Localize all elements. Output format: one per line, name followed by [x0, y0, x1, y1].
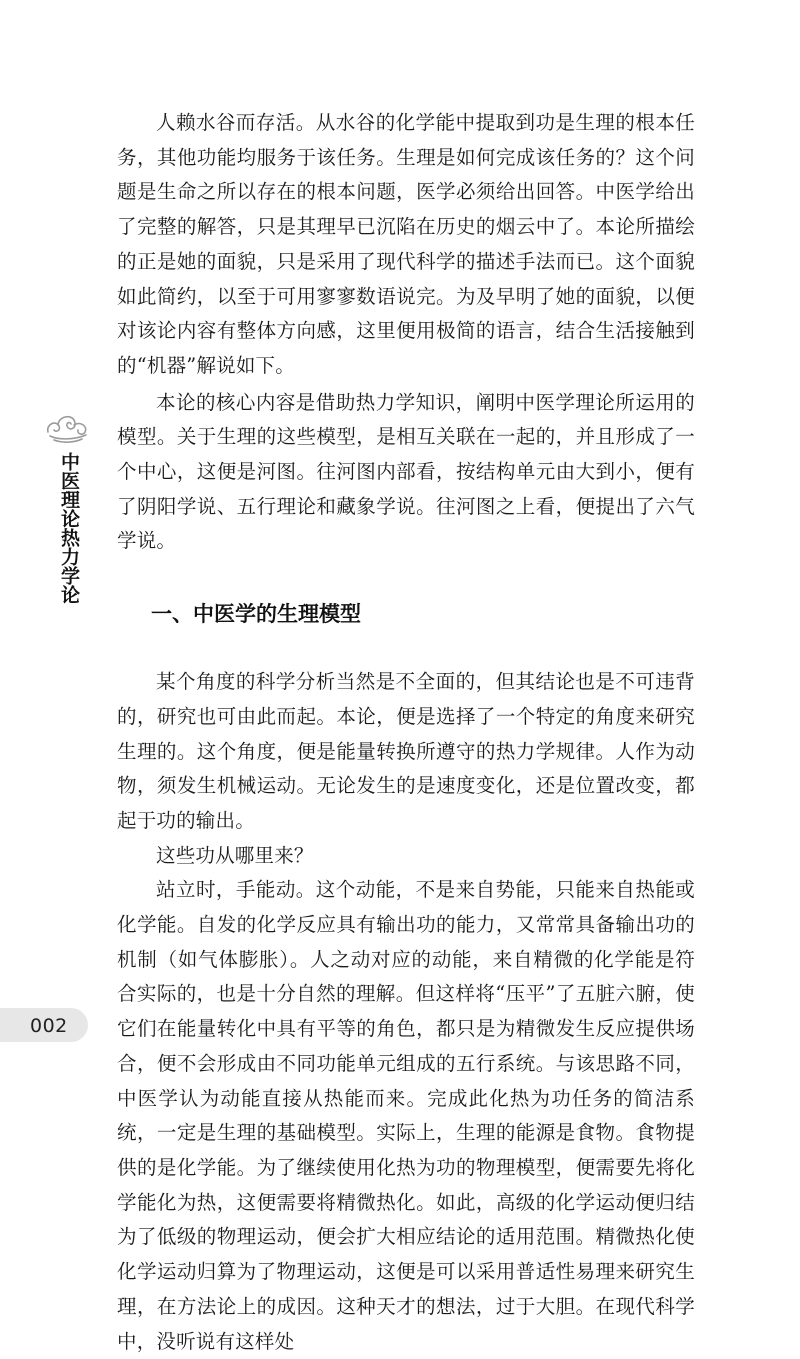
section-heading: 一、中医学的生理模型 — [151, 602, 361, 627]
body-paragraph-4: 这些功从哪里来？ — [156, 843, 314, 867]
cloud-scroll-ornament-icon — [44, 410, 90, 444]
running-title: 中医理论热力学论 — [58, 452, 80, 604]
main-text — [117, 106, 695, 1359]
body-paragraph-1: 人赖水谷而存活。从水谷的化学能中提取到功是生理的根本任务，其他功能均服务于该任务。生理是如何完成该任务的？这个问题是生命之所以存在的根本问题，医学必须给出回答。中医学给出了完整的解答，只是其理早已沉陷在历史的烟云中了。本论所描绘的正是她的面貌，只是采用了现代科学的描述手法而已。这个面貌如此简约，以至于可用寥寥数语说完。为及早明了她的面貌，以便对该论内容有整体方向感，这里便用极简的语言，结合生活接触到的“机器”解说如下。 — [117, 111, 695, 377]
page-number: 002 — [30, 1015, 68, 1037]
body-paragraph-3: 某个角度的科学分析当然是不全面的，但其结论也是不可违背的，研究也可由此而起。本论，便是选择了一个特定的角度来研究生理的。这个角度，便是能量转换所遵守的热力学规律。人作为动物，须发生机械运动。无论发生的是速度变化，还是位置改变，都起于功的输出。 — [117, 670, 695, 832]
body-paragraph-2: 本论的核心内容是借助热力学知识，阐明中医学理论所运用的模型。关于生理的这些模型，是相互关联在一起的，并且形成了一个中心，这便是河图。往河图内部看，按结构单元由大到小，便有了阴阳学说、五行理论和藏象学说。往河图之上看，便提出了六气学说。 — [117, 390, 695, 553]
page-margin — [0, 0, 100, 1129]
body-paragraph-5: 站立时，手能动。这个动能，不是来自势能，只能来自热能或化学能。自发的化学反应具有输出功的能力，又常常具备输出功的机制（如气体膨胀）。人之动对应的动能，来自精微的化学能是符合实际的，也是十分自然的理解。但这样将“压平”了五脏六腑，使它们在能量转化中具有平等的角色，都只是为精微发生反应提供场合，便不会形成由不同功能单元组成的五行系统。与该思路不同，中医学认为动能直接从热能而来。完成此化热为功任务的简洁系统，一定是生理的基础模型。实际上，生理的能源是食物。食物提供的是化学能。为了继续使用化热为功的物理模型，便需要先将化学能化为热，这便需要将精微热化。如此，高级的化学运动便归结为了低级的物理运动，便会扩大相应结论的适用范围。精微热化使化学运动归算为了物理运动，这便是可以采用普适性易理来研究生理，在方法论上的成因。这种天才的想法，过于大胆。在现代科学中，没听说有这样处 — [117, 878, 695, 1353]
